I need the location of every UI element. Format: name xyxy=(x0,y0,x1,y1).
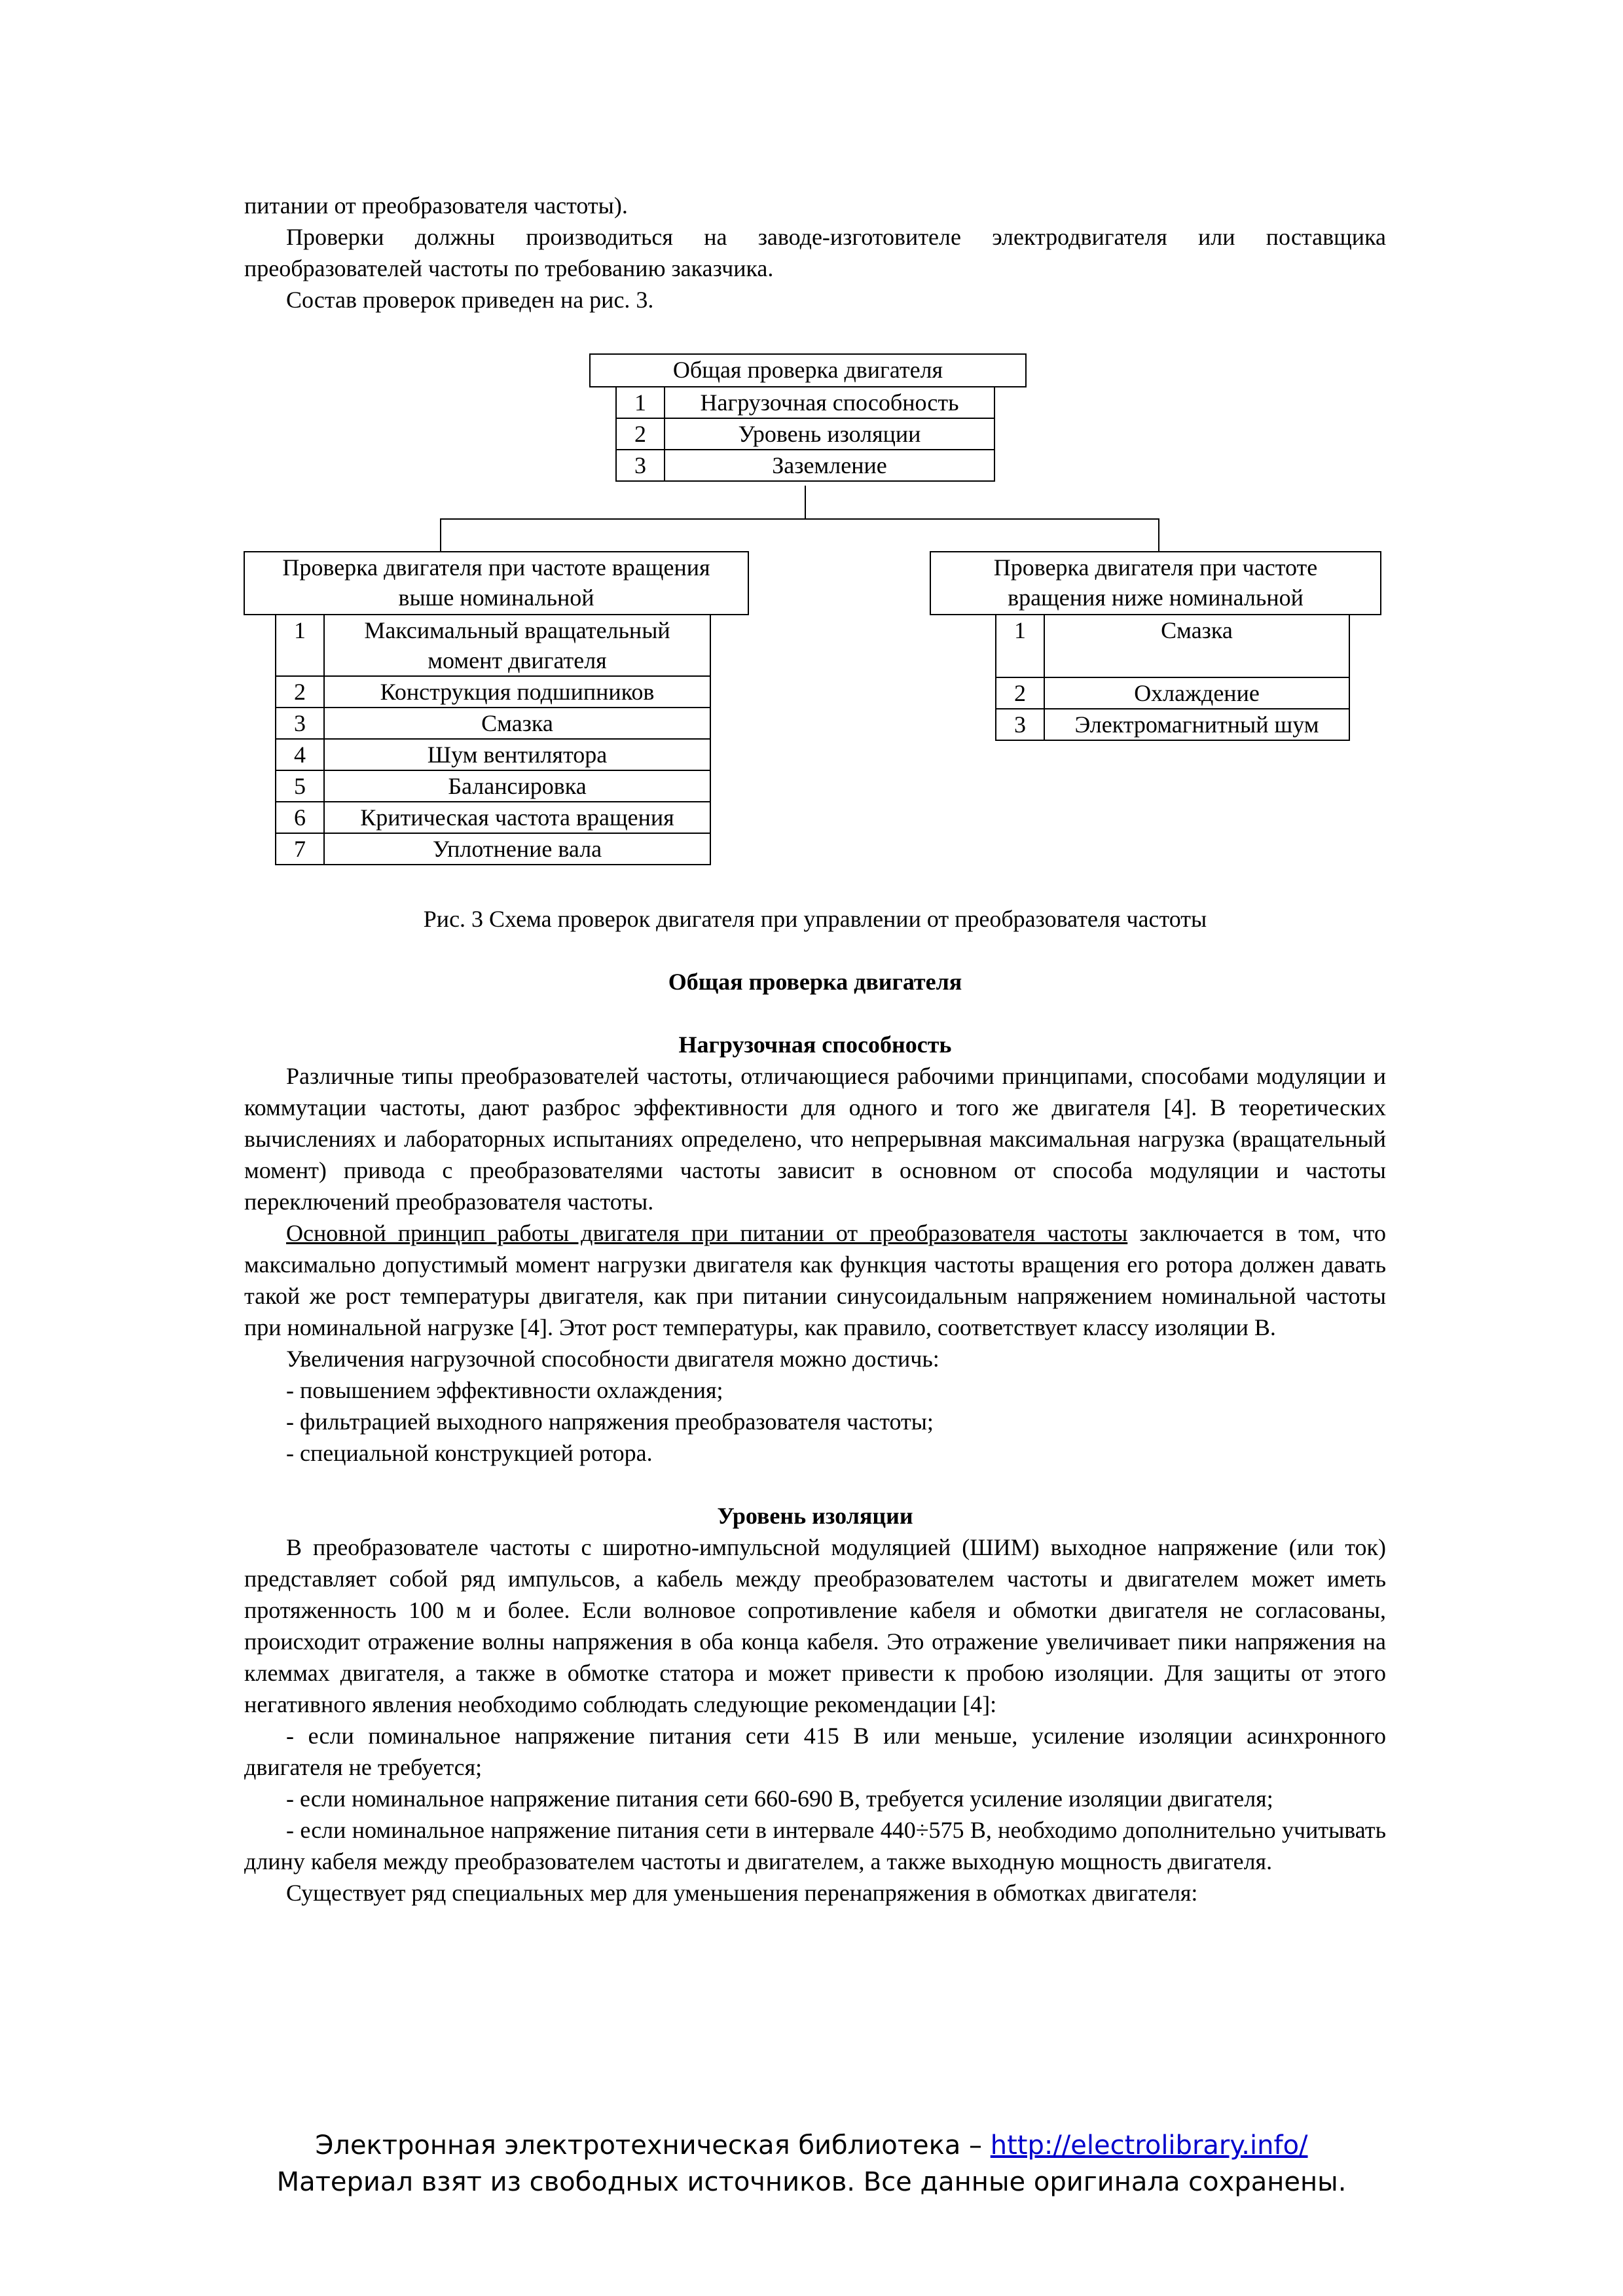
item-number: 2 xyxy=(616,418,665,450)
general-check-table xyxy=(615,386,995,482)
item-label: Нагрузочная способность xyxy=(665,387,994,418)
intro-line: питании от преобразователя частоты). xyxy=(244,192,628,219)
list-item: - если номинальное напряжение питания сети 660-690 В, требуется усиление изоляции двигателя; xyxy=(286,1785,1273,1812)
body-text xyxy=(244,903,1386,1909)
item-label-line: Максимальный вращательный xyxy=(364,617,670,643)
below-nominal-title-line: Проверка двигателя при частоте xyxy=(993,554,1318,581)
table-row xyxy=(616,418,994,450)
table-row xyxy=(616,387,994,418)
connector-line xyxy=(440,518,1159,520)
item-number: 1 xyxy=(276,615,324,676)
list-item: - специальной конструкцией ротора. xyxy=(286,1440,653,1466)
connector-line xyxy=(1158,518,1159,551)
table-row xyxy=(276,739,710,770)
item-label: Охлаждение xyxy=(1044,677,1349,709)
below-nominal-title xyxy=(930,551,1381,615)
item-label: Критическая частота вращения xyxy=(324,802,710,833)
item-number: 3 xyxy=(276,708,324,739)
item-label xyxy=(324,615,710,676)
above-nominal-title-line: Проверка двигателя при частоте вращения xyxy=(282,554,710,581)
above-nominal-table xyxy=(275,614,711,865)
footer-note: Материал взят из свободных источников. Все данные оригинала сохранены. xyxy=(276,2167,1347,2197)
figure-reference: Состав проверок приведен на рис. 3. xyxy=(286,287,654,313)
library-link[interactable]: http://electrolibrary.info/ xyxy=(990,2130,1308,2161)
above-nominal-title xyxy=(244,551,749,615)
table-row xyxy=(276,770,710,802)
paragraph: Увеличения нагрузочной способности двигателя можно достичь: xyxy=(286,1346,939,1372)
table-row xyxy=(276,802,710,833)
table-row xyxy=(276,676,710,708)
below-nominal-title-line: вращения ниже номинальной xyxy=(1008,584,1304,611)
table-row xyxy=(276,615,710,676)
item-number: 2 xyxy=(276,676,324,708)
item-number: 5 xyxy=(276,770,324,802)
item-number: 4 xyxy=(276,739,324,770)
section-heading: Общая проверка двигателя xyxy=(668,969,962,995)
list-item: - фильтрацией выходного напряжения преобразователя частоты; xyxy=(286,1408,934,1435)
table-row xyxy=(996,709,1349,740)
paragraph-rest: заключается в том, что максимально допустимый момент нагрузки двигателя как функция частоты вращения его ротора должен давать такой же рост температуры двигателя, как при питании синусоидальным напряжением номинальной частоты при номинальной нагрузке [4]. Этот рост температуры, как правило, соответствует классу изоляции B. xyxy=(244,1220,1386,1340)
subsection-heading: Уровень изоляции xyxy=(717,1503,913,1529)
item-label: Уровень изоляции xyxy=(665,418,994,450)
item-number: 1 xyxy=(996,615,1044,677)
table-row xyxy=(996,615,1349,677)
list-item: - если номинальное напряжение питания сети в интервале 440÷575 В, необходимо дополнительно учитывать длину кабеля между преобразователем частоты и двигателем, а также выходную мощность двигателя. xyxy=(244,1817,1386,1874)
table-row xyxy=(616,450,994,481)
item-number: 6 xyxy=(276,802,324,833)
item-label: Балансировка xyxy=(324,770,710,802)
list-item: - если поминальное напряжение питания сети 415 В или меньше, усиление изоляции асинхронного двигателя не требуется; xyxy=(244,1723,1386,1780)
paragraph: Существует ряд специальных мер для уменьшения перенапряжения в обмотках двигателя: xyxy=(286,1880,1198,1906)
table-row xyxy=(276,708,710,739)
paragraph: В преобразователе частоты с широтно-импульсной модуляцией (ШИМ) выходное напряжение (или ток) представляет собой ряд импульсов, а кабель между преобразователем частоты и двигателем может иметь протяженность 100 м и более. Если волновое сопротивление кабеля и обмотки двигателя не согласованы, происходит отражение волны напряжения в оба конца кабеля. Это отражение увеличивает пики напряжения на клеммах двигателя, а также в обмотке статора и может привести к пробою изоляции. Для защиты от этого негативного явления необходимо соблюдать следующие рекомендации [4]: xyxy=(244,1534,1386,1717)
list-item: - повышением эффективности охлаждения; xyxy=(286,1377,723,1403)
paragraph: Различные типы преобразователей частоты, отличающиеся рабочими принципами, способами модуляции и коммутации частоты, дают разброс эффективности для одного и того же двигателя [4]. В теоретических вычислениях и лабораторных испытаниях определено, что непрерывная максимальная нагрузка (вращательный момент) привода с преобразователями частоты зависит в основном от способа модуляции и частоты переключений преобразователя частоты. xyxy=(244,1063,1386,1215)
intro-paragraph: Проверки должны производиться на заводе-изготовителе электродвигателя или поставщика преобразователей частоты по требованию заказчика. xyxy=(244,224,1386,281)
item-number: 1 xyxy=(616,387,665,418)
connector-line xyxy=(440,518,441,551)
item-label: Смазка xyxy=(324,708,710,739)
figure-caption: Рис. 3 Схема проверок двигателя при управлении от преобразователя частоты xyxy=(423,906,1207,932)
item-number: 7 xyxy=(276,833,324,865)
intro-block xyxy=(244,190,1386,315)
underlined-phrase: Основной принцип работы двигателя при питании от преобразователя частоты xyxy=(286,1220,1128,1246)
item-label: Заземление xyxy=(665,450,994,481)
connector-line xyxy=(805,486,806,518)
footer xyxy=(0,2127,1623,2200)
general-check-title xyxy=(589,353,1027,387)
item-label: Электромагнитный шум xyxy=(1044,709,1349,740)
paragraph xyxy=(244,1217,1386,1343)
item-number: 2 xyxy=(996,677,1044,709)
above-nominal-title-line: выше номинальной xyxy=(398,584,594,611)
subsection-heading: Нагрузочная способность xyxy=(678,1031,952,1058)
item-label: Уплотнение вала xyxy=(324,833,710,865)
general-check-title-text: Общая проверка двигателя xyxy=(672,357,943,383)
item-number: 3 xyxy=(616,450,665,481)
item-label: Смазка xyxy=(1044,615,1349,677)
footer-line xyxy=(0,2127,1623,2164)
item-label-line: момент двигателя xyxy=(428,647,607,673)
item-label: Шум вентилятора xyxy=(324,739,710,770)
footer-text: Электронная электротехническая библиотека – xyxy=(315,2130,991,2161)
item-label: Конструкция подшипников xyxy=(324,676,710,708)
table-row xyxy=(276,833,710,865)
below-nominal-table xyxy=(995,614,1350,741)
item-number: 3 xyxy=(996,709,1044,740)
table-row xyxy=(996,677,1349,709)
